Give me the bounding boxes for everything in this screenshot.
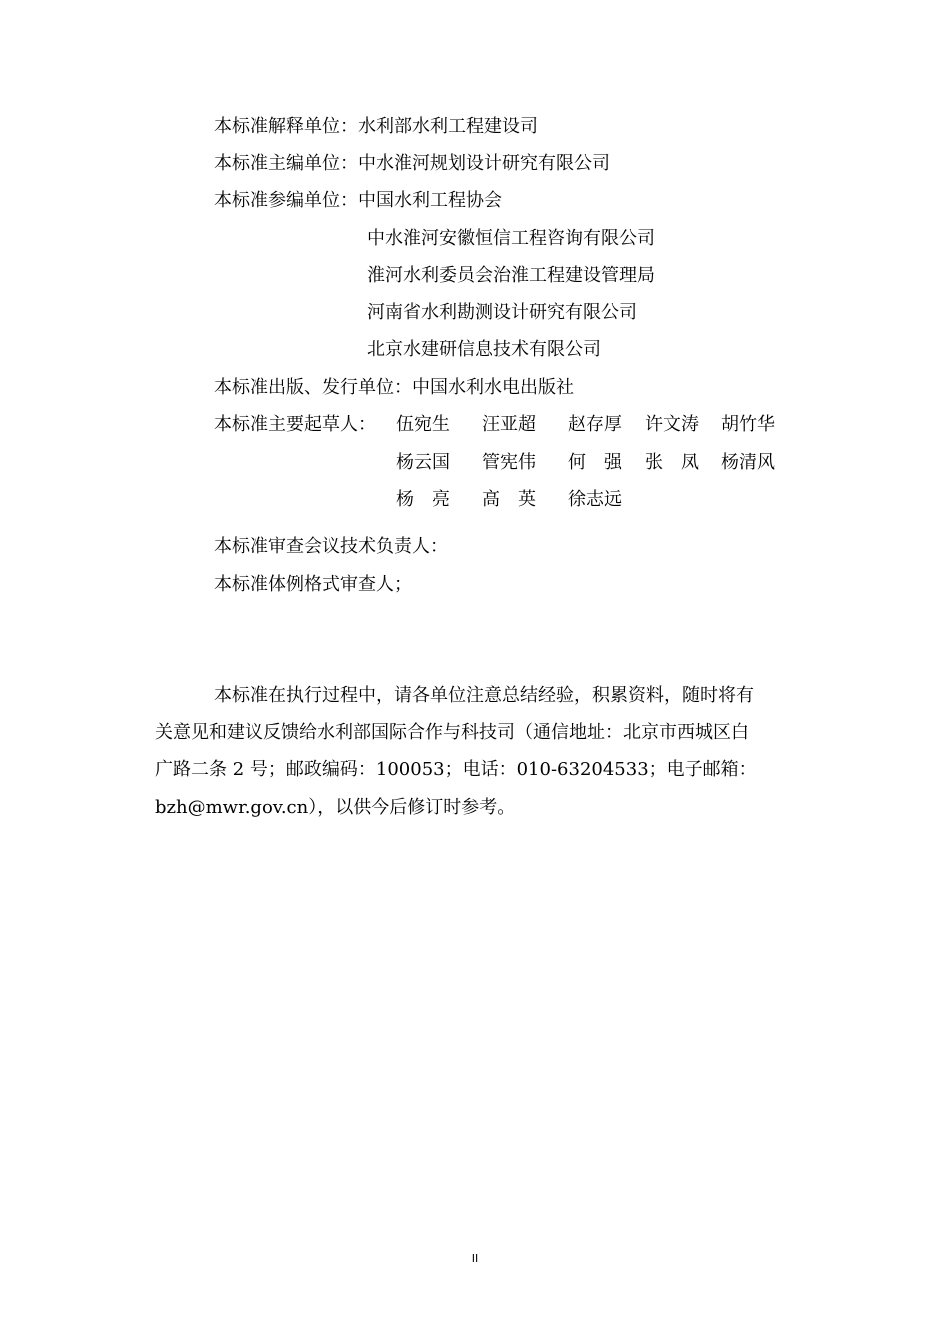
notice-line: bzh@mwr.gov.cn），以供今后修订时参考。 bbox=[155, 797, 516, 818]
participant-unit-row bbox=[214, 189, 502, 213]
chief-editor-unit-row bbox=[214, 152, 610, 176]
interpret-unit-label: 本标准解释单位： bbox=[214, 116, 358, 137]
drafter-name: 汪亚超 bbox=[482, 414, 536, 435]
drafters-label: 本标准主要起草人： bbox=[214, 414, 376, 435]
drafter-name: 管宪伟 bbox=[482, 452, 536, 473]
participant-unit-value: 北京水建研信息技术有限公司 bbox=[367, 339, 601, 360]
notice-line: 广路二条 2 号；邮政编码：100053；电话：010-63204533；电子邮箱： bbox=[155, 759, 757, 780]
drafter-name: 胡竹华 bbox=[721, 414, 775, 435]
drafter-name: 许文涛 bbox=[645, 414, 699, 435]
notice-line: 关意见和建议反馈给水利部国际合作与科技司（通信地址：北京市西城区白 bbox=[155, 722, 749, 743]
drafter-name: 徐志远 bbox=[568, 489, 622, 510]
notice-line: 本标准在执行过程中，请各单位注意总结经验，积累资料，随时将有 bbox=[214, 685, 754, 706]
interpret-unit-row bbox=[214, 115, 538, 139]
publisher-label: 本标准出版、发行单位： bbox=[214, 377, 412, 398]
page-number: II bbox=[471, 1252, 479, 1265]
drafter-name: 伍宛生 bbox=[396, 414, 450, 435]
format-reviewer-label: 本标准体例格式审查人； bbox=[214, 574, 412, 595]
publisher-row bbox=[214, 376, 574, 400]
participant-unit-value: 河南省水利勘测设计研究有限公司 bbox=[367, 302, 637, 323]
participant-unit-label: 本标准参编单位： bbox=[214, 190, 358, 211]
publisher-value: 中国水利水电出版社 bbox=[412, 377, 574, 398]
chief-editor-unit-value: 中水淮河规划设计研究有限公司 bbox=[358, 153, 610, 174]
drafter-name: 高 英 bbox=[482, 489, 536, 510]
tech-lead-label: 本标准审查会议技术负责人： bbox=[214, 536, 448, 557]
drafter-name: 杨云国 bbox=[396, 452, 450, 473]
chief-editor-unit-label: 本标准主编单位： bbox=[214, 153, 358, 174]
drafter-name: 杨清风 bbox=[721, 452, 775, 473]
drafter-name: 杨 亮 bbox=[396, 489, 450, 510]
participant-unit-value: 淮河水利委员会治淮工程建设管理局 bbox=[367, 265, 655, 286]
drafter-name: 赵存厚 bbox=[568, 414, 622, 435]
drafter-name: 张 凤 bbox=[645, 452, 699, 473]
drafter-name: 何 强 bbox=[568, 452, 622, 473]
interpret-unit-value: 水利部水利工程建设司 bbox=[358, 116, 538, 137]
participant-unit-value: 中水淮河安徽恒信工程咨询有限公司 bbox=[367, 228, 655, 249]
participant-unit-value: 中国水利工程协会 bbox=[358, 190, 502, 211]
